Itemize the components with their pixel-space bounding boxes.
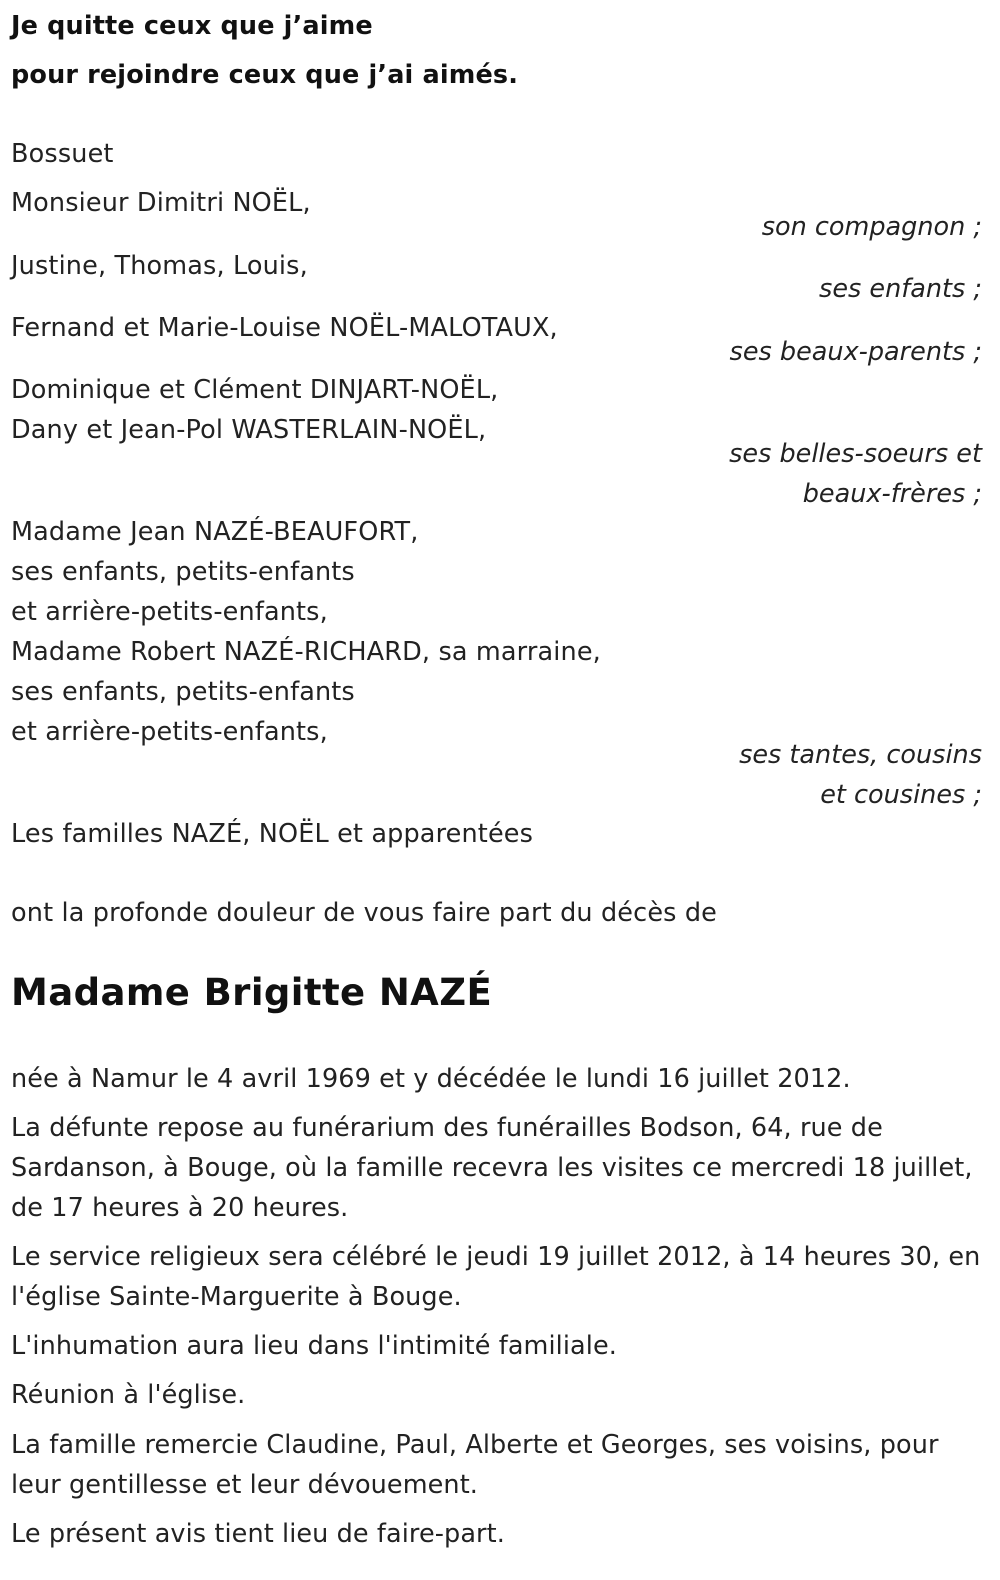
- family-name-line: Fernand et Marie-Louise NOËL-MALOTAUX,: [11, 313, 558, 343]
- family-name-line: Dominique et Clément DINJART-NOËL,: [11, 375, 499, 405]
- family-name-line: Justine, Thomas, Louis,: [11, 251, 308, 281]
- family-name-line: et arrière-petits-enfants,: [11, 717, 328, 747]
- family-relation: ses belles-soeurs et: [729, 439, 982, 469]
- families-line: Les familles NAZÉ, NOËL et apparentées: [11, 819, 534, 849]
- family-relation: son compagnon ;: [761, 212, 982, 242]
- family-name-line: Monsieur Dimitri NOËL,: [11, 188, 311, 218]
- notice-paragraph: Le service religieux sera célébré le jeudi 19 juillet 2012, à 14 heures 30, en l'église Sainte-Marguerite à Bouge.: [11, 1242, 981, 1312]
- place-name: Bossuet: [11, 139, 114, 169]
- epitaph-line-2: pour rejoindre ceux que j’ai aimés.: [11, 60, 519, 90]
- notice-paragraph: née à Namur le 4 avril 1969 et y décédée le lundi 16 juillet 2012.: [11, 1064, 851, 1094]
- family-relation: ses beaux-parents ;: [729, 337, 982, 367]
- deceased-name: Madame Brigitte NAZÉ: [11, 971, 493, 1014]
- notice-paragraph: L'inhumation aura lieu dans l'intimité familiale.: [11, 1331, 617, 1361]
- family-name-line: ses enfants, petits-enfants: [11, 557, 355, 587]
- family-name-line: Madame Jean NAZÉ-BEAUFORT,: [11, 517, 419, 547]
- family-name-line: et arrière-petits-enfants,: [11, 597, 328, 627]
- announcement-line: ont la profonde douleur de vous faire part du décès de: [11, 898, 718, 928]
- notice-paragraph: La défunte repose au funérarium des funérailles Bodson, 64, rue de Sardanson, à Bouge, où la famille recevra les visites ce mercredi 18 juillet, de 17 heures à 20 heures.: [11, 1113, 973, 1223]
- notice-paragraph: La famille remercie Claudine, Paul, Alberte et Georges, ses voisins, pour leur gentillesse et leur dévouement.: [11, 1430, 939, 1500]
- family-name-line: Madame Robert NAZÉ-RICHARD, sa marraine,: [11, 637, 601, 667]
- family-relation: ses tantes, cousins: [739, 740, 982, 770]
- epitaph-line-1: Je quitte ceux que j’aime: [11, 11, 373, 41]
- family-relation: beaux-frères ;: [802, 479, 982, 509]
- family-relation: et cousines ;: [820, 780, 982, 810]
- family-name-line: Dany et Jean-Pol WASTERLAIN-NOËL,: [11, 415, 487, 445]
- notice-paragraph: Le présent avis tient lieu de faire-part.: [11, 1519, 505, 1549]
- family-name-line: ses enfants, petits-enfants: [11, 677, 355, 707]
- notice-paragraph: Réunion à l'église.: [11, 1380, 246, 1410]
- family-relation: ses enfants ;: [819, 274, 982, 304]
